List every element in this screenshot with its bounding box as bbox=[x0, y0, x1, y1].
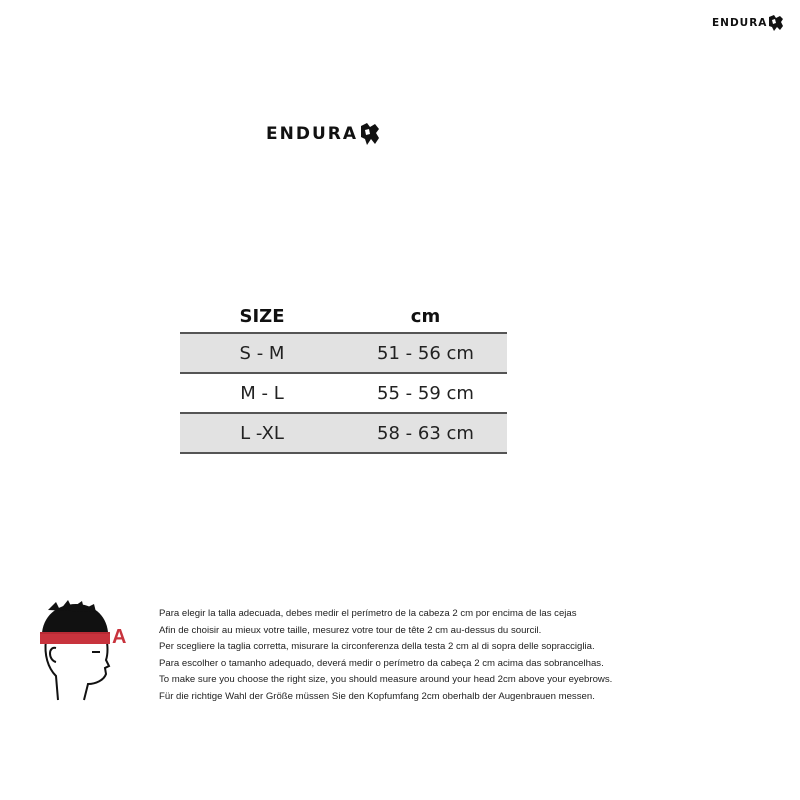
brand-wordmark-small: ENDURA bbox=[712, 17, 768, 29]
table-row bbox=[180, 414, 507, 454]
endura-rhino-icon bbox=[360, 122, 380, 146]
column-header-cm: cm bbox=[410, 305, 441, 327]
table-row bbox=[180, 334, 507, 374]
cm-cell: 55 - 59 cm bbox=[377, 382, 474, 404]
cm-cell: 58 - 63 cm bbox=[377, 422, 474, 444]
table-row bbox=[180, 374, 507, 414]
measurement-instructions bbox=[159, 606, 612, 706]
brand-wordmark: ENDURA bbox=[266, 124, 359, 144]
size-cell: L -XL bbox=[240, 422, 284, 444]
endura-logo bbox=[266, 122, 380, 146]
instruction-line-de: Für die richtige Wahl der Größe müssen Sie den Kopfumfang 2cm oberhalb der Augenbrauen messen. bbox=[159, 690, 595, 702]
head-measurement-icon bbox=[34, 600, 114, 704]
table-header bbox=[180, 300, 507, 334]
instruction-line-en: To make sure you choose the right size, you should measure around your head 2cm above your eyebrows. bbox=[159, 674, 613, 686]
size-cell: M - L bbox=[240, 382, 284, 404]
size-cell: S - M bbox=[239, 342, 285, 364]
instruction-line-it: Per scegliere la taglia corretta, misurare la circonferenza della testa 2 cm al di sopra delle sopracciglia. bbox=[159, 641, 595, 653]
instruction-line-pt: Para escolher o tamanho adequado, deverá medir o perímetro da cabeça 2 cm acima das sobrancelhas. bbox=[159, 657, 604, 669]
instruction-line-es: Para elegir la talla adecuada, debes medir el perímetro de la cabeza 2 cm por encima de las cejas bbox=[159, 608, 577, 619]
size-table bbox=[180, 300, 507, 454]
column-header-size: SIZE bbox=[239, 305, 285, 327]
endura-logo-small bbox=[712, 14, 784, 32]
endura-rhino-icon bbox=[768, 14, 784, 32]
instruction-line-fr: Afin de choisir au mieux votre taille, mesurez votre tour de tête 2 cm au-dessus du sourcil. bbox=[159, 624, 542, 636]
cm-cell: 51 - 56 cm bbox=[377, 342, 474, 364]
marker-label-a: A bbox=[112, 626, 127, 648]
